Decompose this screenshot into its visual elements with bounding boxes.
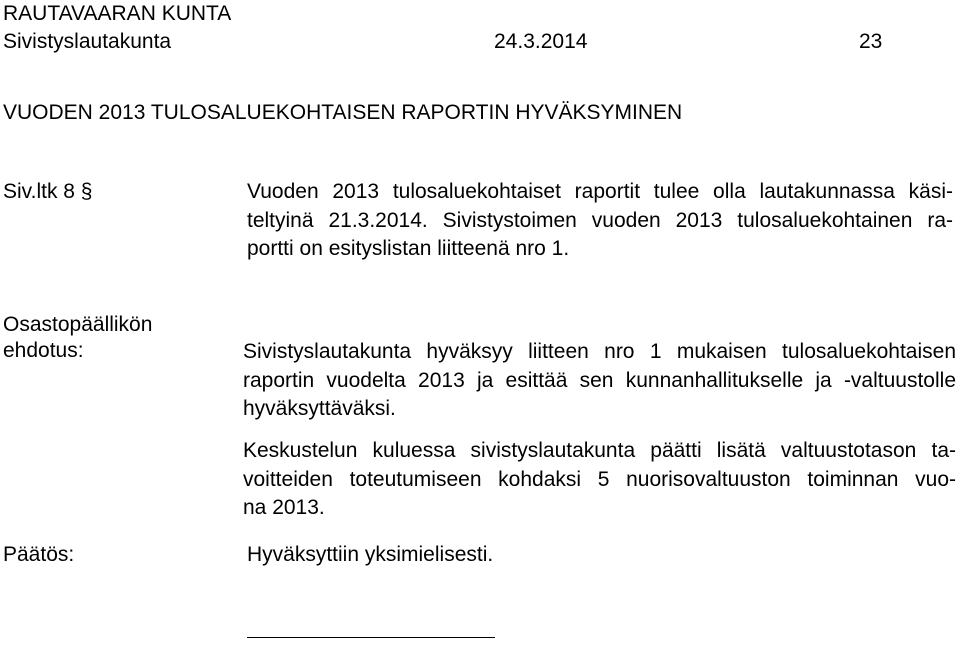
discussion-line: na 2013.	[243, 496, 325, 519]
discussion-paragraph	[243, 437, 956, 523]
decision-label: Päätös:	[3, 543, 75, 566]
page-number: 23	[859, 30, 883, 53]
proposal-label-suffix: ehdotus:	[3, 339, 84, 362]
proposal-label: Osastopäällikön	[3, 313, 153, 336]
section-reference: Siv.ltk 8 §	[3, 180, 93, 203]
proposal-line: hyväksyttäväksi.	[243, 397, 396, 420]
intro-line: teltyinä 21.3.2014. Sivistystoimen vuoden 2013 tulosaluekohtainen ra-	[247, 208, 953, 232]
proposal-line: raportin vuodelta 2013 ja esittää sen kunnanhallitukselle ja -valtuustolle	[243, 368, 956, 392]
intro-line: portti on esityslistan liitteenä nro 1.	[247, 237, 570, 260]
discussion-line: Keskustelun kuluessa sivistyslautakunta päätti lisätä valtuustotason ta-	[243, 439, 956, 462]
signature-line	[247, 637, 495, 638]
meeting-date: 24.3.2014	[494, 30, 588, 53]
proposal-line: Sivistyslautakunta hyväksyy liitteen nro 1 mukaisen tulosaluekohtaisen	[243, 340, 956, 363]
committee-name: Sivistyslautakunta	[3, 30, 172, 53]
intro-paragraph	[247, 178, 953, 264]
organization-name: RAUTAVAARAN KUNTA	[3, 2, 232, 25]
document-title: VUODEN 2013 TULOSALUEKOHTAISEN RAPORTIN HYVÄKSYMINEN	[3, 101, 683, 124]
decision-text: Hyväksyttiin yksimielisesti.	[247, 543, 494, 566]
intro-line: Vuoden 2013 tulosaluekohtaiset raportit tulee olla lautakunnassa käsi-	[247, 180, 953, 203]
discussion-line: voitteiden toteutumiseen kohdaksi 5 nuorisovaltuuston toiminnan vuo-	[243, 467, 956, 491]
proposal-paragraph	[243, 338, 956, 424]
